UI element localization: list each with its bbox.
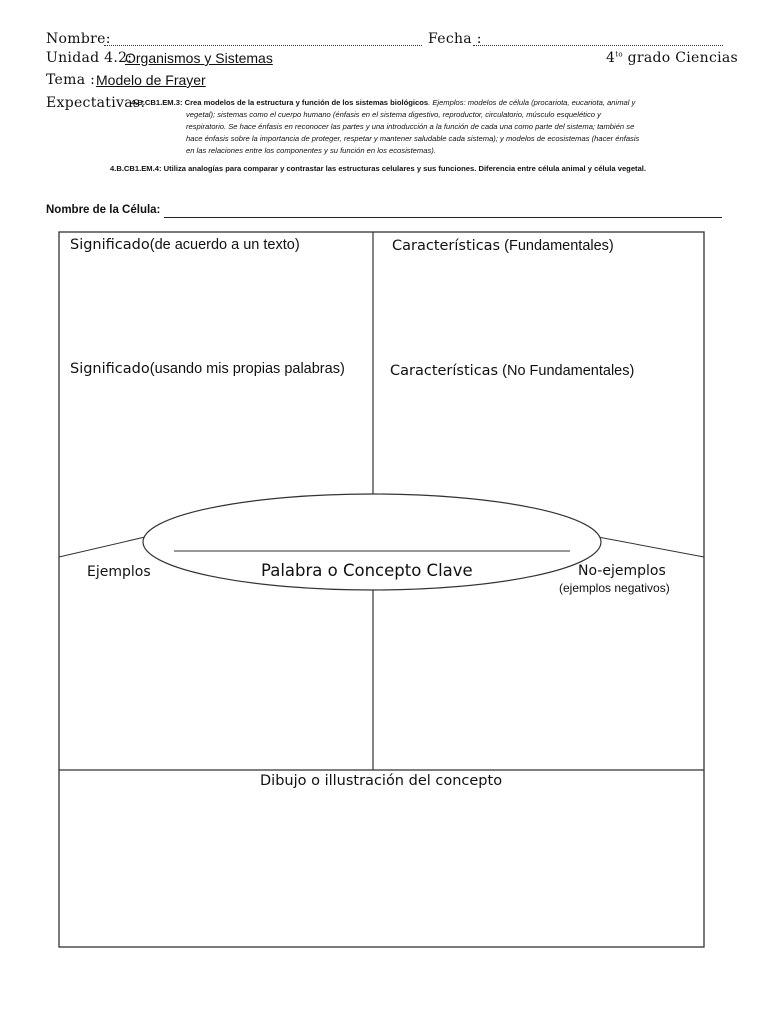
standard-1-text-4: en las relaciones entre los componentes y su función en los ecosistemas).: [186, 146, 436, 155]
date-label: Fecha :: [428, 31, 482, 47]
grade-superscript: to: [615, 50, 623, 59]
standard-2-code: 4.B.CB1.EM.4:: [110, 164, 162, 173]
expectations-label: Expectativas:: [46, 95, 146, 111]
unit-value: Organismos y Sistemas: [125, 50, 273, 66]
q1-bold: Significado: [70, 237, 150, 253]
standard-1-text-0: . Ejemplos: modelos de célula (procariota, eucariota, animal y: [428, 98, 636, 107]
q1-heading: [70, 237, 300, 253]
q1-text: (de acuerdo a un texto): [149, 237, 300, 253]
q3-heading: [70, 361, 345, 377]
topic-value: Modelo de Frayer: [96, 72, 206, 88]
frayer-left-spoke: [59, 537, 145, 557]
q3-bold: Significado: [70, 361, 150, 377]
non-examples-label: No-ejemplos: [578, 563, 666, 579]
frayer-right-spoke: [598, 537, 704, 557]
q4-heading: [390, 363, 634, 379]
q3-text: (usando mis propias palabras): [149, 361, 345, 377]
topic-label: Tema :: [46, 72, 96, 88]
cell-name-label: Nombre de la Célula:: [46, 204, 161, 216]
examples-label: Ejemplos: [87, 564, 151, 580]
name-label: Nombre:: [46, 31, 111, 47]
standard-1-text-2: respiratorio. Se hace énfasis en reconocer las partes y una introducción a la función de cada una como parte del sistema; también se: [186, 122, 635, 131]
standard-1-text-1: vegetal); sistemas como el cuerpo humano (énfasis en el sistema digestivo, reproductor, circulatorio, músculo esquelético y: [186, 110, 601, 119]
q2-heading: [392, 238, 614, 254]
standard-1-code: 4.B.CB1.EM.3:: [131, 98, 183, 107]
standard-2-bold: Utiliza analogías para comparar y contrastar las estructuras celulares y sus funciones. Diferencia entre célula animal y célula vegetal.: [163, 164, 647, 173]
q4-bold: Características: [390, 363, 499, 379]
q2-text: (Fundamentales): [504, 238, 614, 254]
q4-text: (No Fundamentales): [502, 363, 635, 379]
unit-label: Unidad 4.2:: [46, 50, 133, 66]
standard-1-text-3: hace énfasis sobre la importancia de proteger, respetar y mantener saludable cada sistema); y modelos de ecosistemas (hacer énfasis: [186, 134, 640, 143]
center-keyword-label: Palabra o Concepto Clave: [261, 561, 473, 580]
drawing-title: Dibujo o illustración del concepto: [260, 773, 503, 789]
standard-1-bold: Crea modelos de la estructura y función de los sistemas biológicos: [184, 98, 429, 107]
grade-text: grado Ciencias: [627, 50, 739, 66]
q2-bold: Características: [392, 238, 501, 254]
non-examples-sublabel: (ejemplos negativos): [559, 581, 670, 595]
grade-number: 4: [606, 50, 616, 66]
